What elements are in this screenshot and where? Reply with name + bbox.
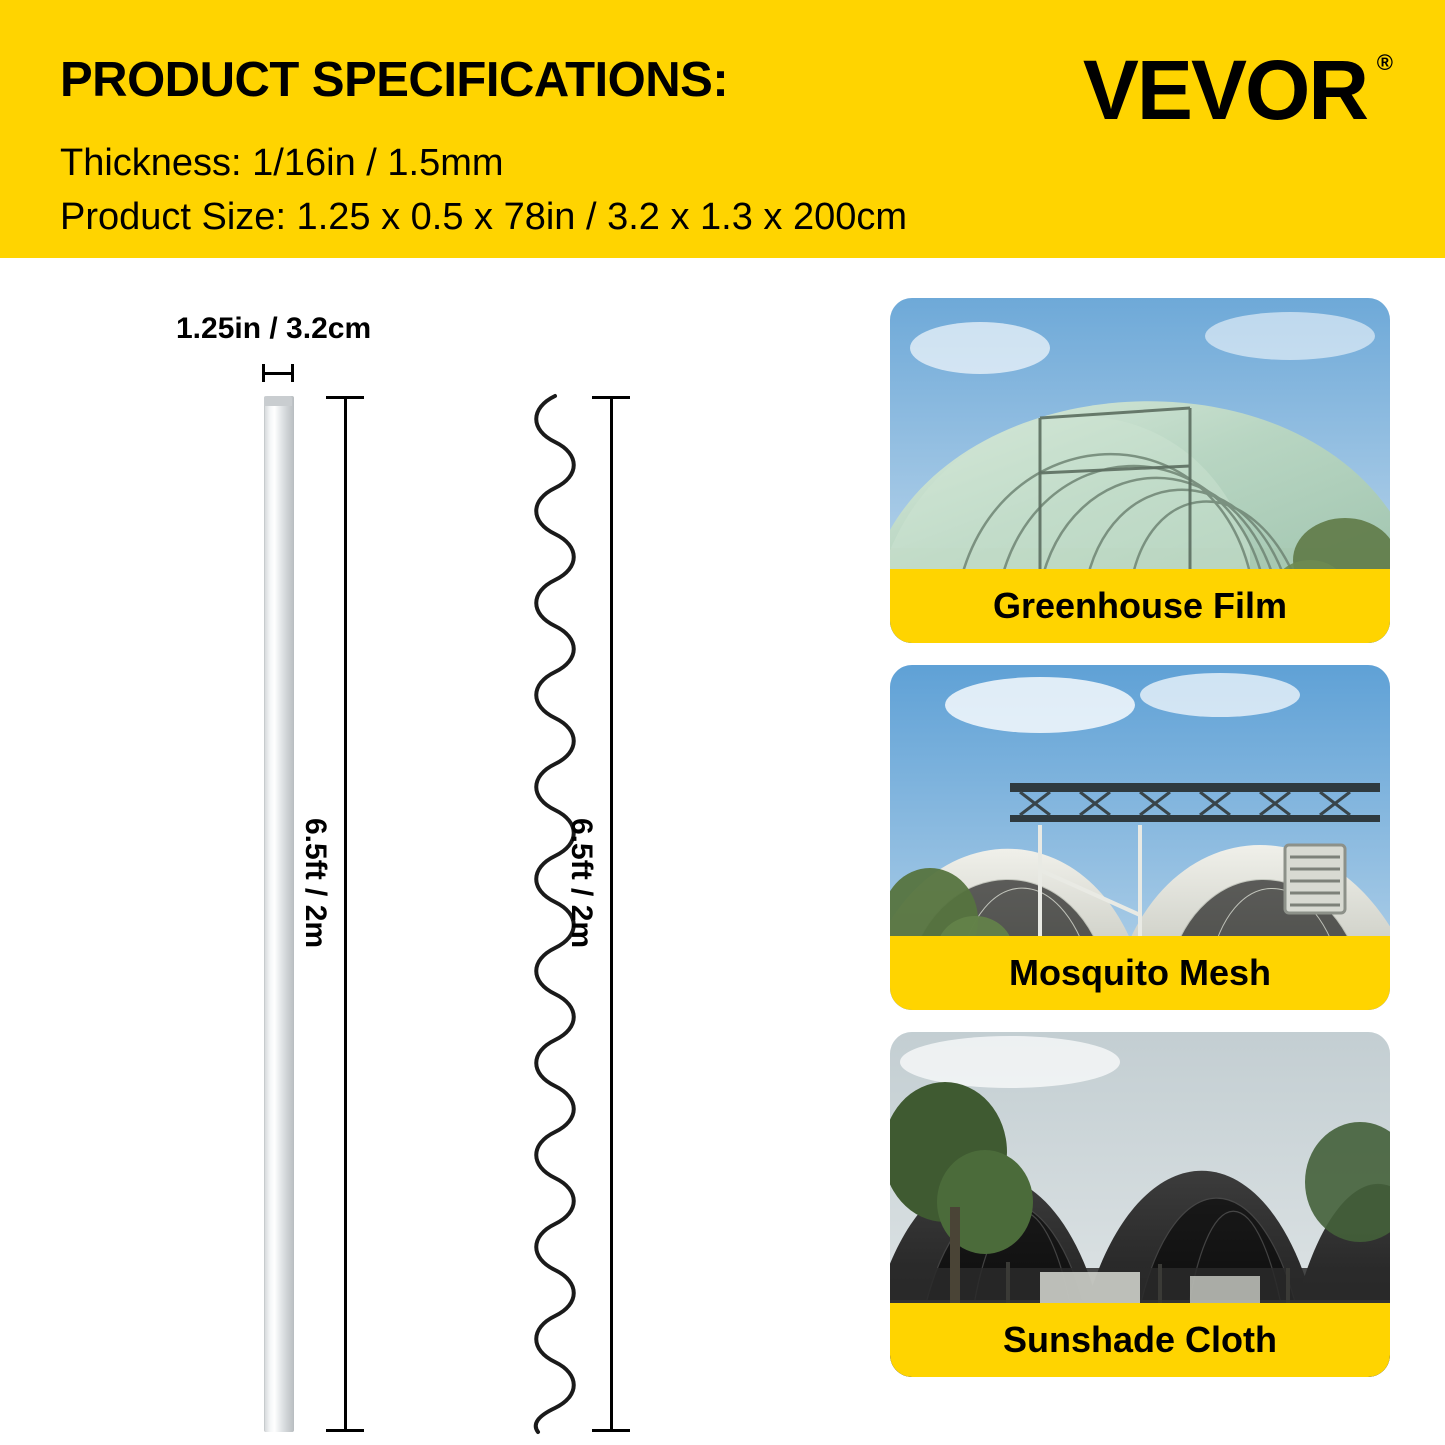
page-title: PRODUCT SPECIFICATIONS: [60,53,729,107]
card-caption-sunshade-cloth: Sunshade Cloth [890,1303,1390,1377]
header-banner [0,0,1445,258]
card-caption-greenhouse-film: Greenhouse Film [890,569,1390,643]
width-caliper-icon [262,364,294,382]
left-dimension-bottom-tick [326,1429,364,1432]
card-mosquito-mesh [890,665,1390,1010]
card-greenhouse-film [890,298,1390,643]
registered-trademark-icon: ® [1376,50,1393,75]
card-sunshade-cloth [890,1032,1390,1377]
width-dimension-label: 1.25in / 3.2cm [176,312,372,345]
brand-logo: VEVOR [1082,43,1367,137]
product-dimension-diagram [0,258,860,1445]
card-caption-mosquito-mesh: Mosquito Mesh [890,936,1390,1010]
straight-rod-illustration [264,396,294,1432]
right-dimension-bottom-tick [592,1429,630,1432]
right-dimension-line [610,396,613,1432]
rod-top-cap [264,396,292,406]
spec-thickness: Thickness: 1/16in / 1.5mm [60,142,504,184]
spec-product-size: Product Size: 1.25 x 0.5 x 78in / 3.2 x 1.3 x 200cm [60,196,908,238]
left-dimension-line [344,396,347,1432]
right-length-label: 6.5ft / 2m [565,818,598,949]
caliper-right-tick [291,364,294,382]
left-length-label: 6.5ft / 2m [299,818,332,949]
application-cards [890,298,1395,1399]
caliper-bar [262,372,294,375]
